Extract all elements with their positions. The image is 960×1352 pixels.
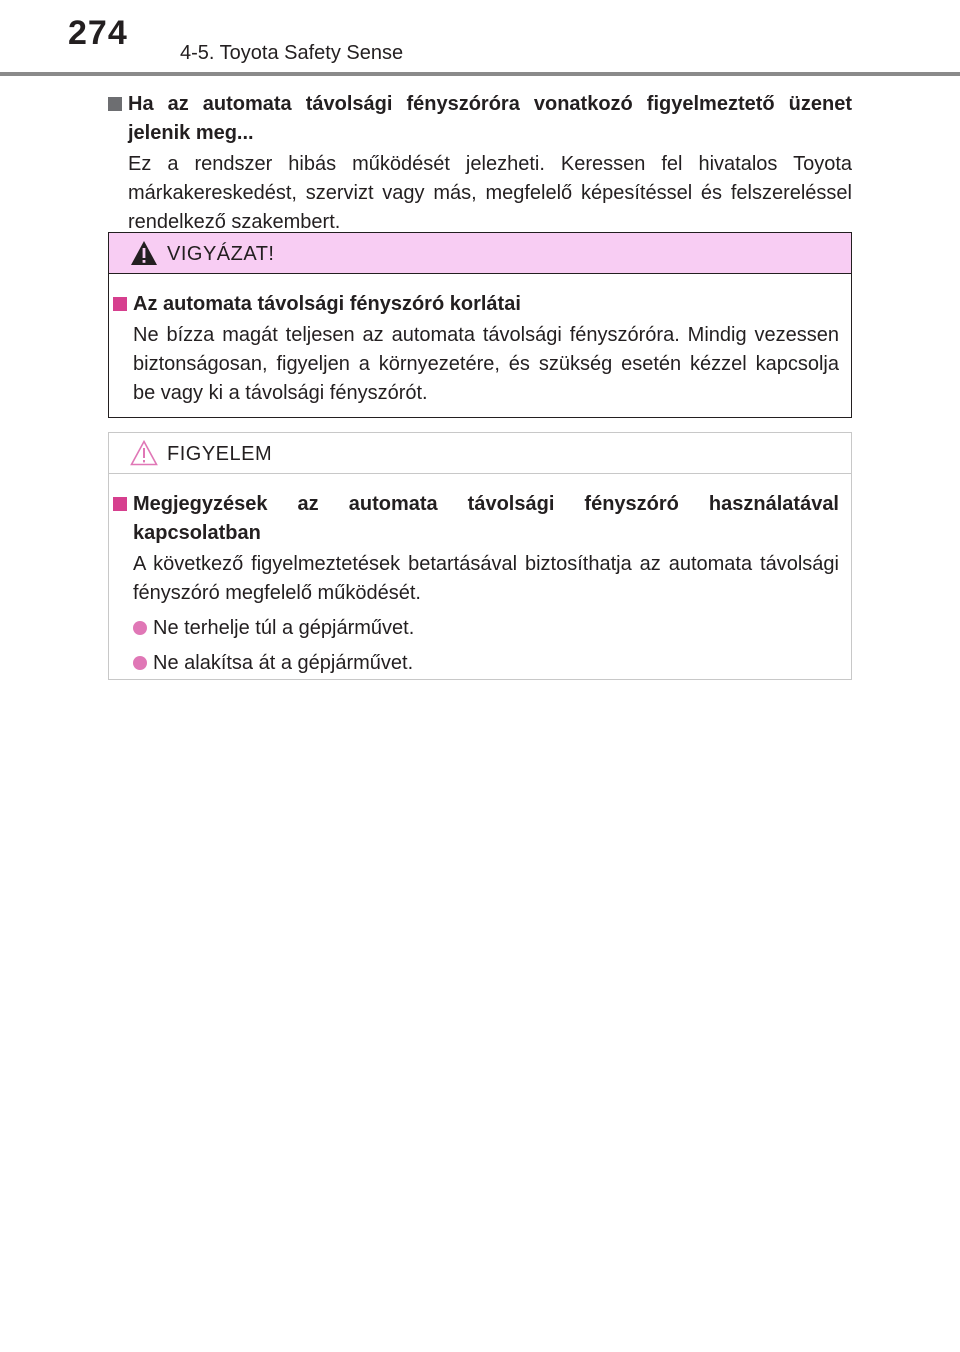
- caution-box-header: [109, 233, 851, 274]
- list-item: [109, 649, 839, 678]
- notice-heading-text: Megjegyzések az automata távolsági fényszóró használatával kapcsolatban: [133, 493, 839, 544]
- caution-box: [108, 232, 852, 418]
- caution-box-body: [109, 274, 851, 408]
- caution-box-title: VIGYÁZAT!: [167, 243, 275, 265]
- warning-triangle-filled-icon: [129, 239, 159, 267]
- notice-box-header: [109, 433, 851, 474]
- notice-box-title: FIGYELEM: [167, 443, 273, 465]
- page-header: [0, 0, 960, 78]
- square-bullet-icon: [108, 97, 122, 111]
- intro-section: [108, 90, 852, 237]
- notice-box-body: [109, 474, 851, 678]
- intro-text: Ez a rendszer hibás működését jelezheti. Keressen fel hivatalos Toyota márkakereskedést, szervizt vagy más, megfelelő képesítéssel és felszereléssel rendelkező szakembert.: [128, 153, 852, 233]
- notice-heading: [113, 490, 839, 548]
- list-item-text: Ne terhelje túl a gépjárművet.: [153, 617, 415, 639]
- notice-box: [108, 432, 852, 680]
- square-bullet-icon: [113, 297, 127, 311]
- circle-bullet-icon: [133, 621, 147, 635]
- caution-text: Ne bízza magát teljesen az automata távolsági fényszóróra. Mindig vezessen biztonságosan, figyeljen a környezetére, és szükség esetén kézzel kapcsolja be vagy ki a távolsági fényszórót.: [133, 324, 839, 404]
- caution-heading-text: Az automata távolsági fényszóró korlátai: [133, 293, 521, 315]
- caution-heading: [113, 290, 839, 319]
- list-item-text: Ne alakítsa át a gépjárművet.: [153, 652, 414, 674]
- intro-heading-text: Ha az automata távolsági fényszóróra vonatkozó figyelmeztető üzenet jelenik meg...: [128, 93, 852, 144]
- section-title: 4-5. Toyota Safety Sense: [180, 42, 404, 64]
- list-item: [109, 614, 839, 643]
- circle-bullet-icon: [133, 656, 147, 670]
- intro-heading: [108, 90, 852, 148]
- header-rule: [0, 72, 960, 76]
- page-number: 274: [68, 14, 128, 52]
- notice-text: A következő figyelmeztetések betartásával biztosíthatja az automata távolsági fényszóró megfelelő működését.: [133, 553, 839, 604]
- square-bullet-icon: [113, 497, 127, 511]
- warning-triangle-outline-icon: [129, 439, 159, 467]
